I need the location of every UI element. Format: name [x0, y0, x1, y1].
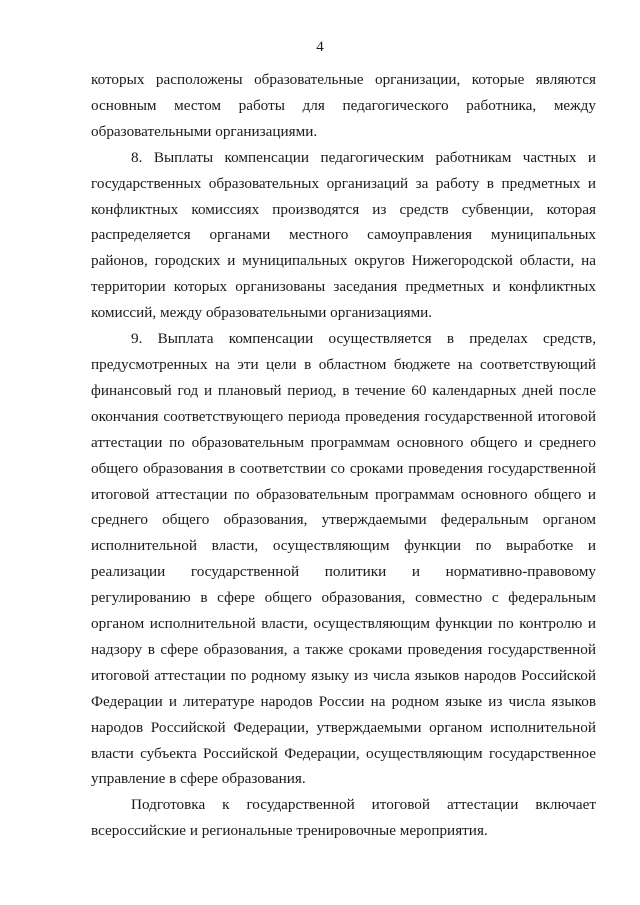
paragraph-preparation: Подготовка к государственной итоговой аттестации включает всероссийские и региональные тренировочные мероприятия. — [91, 796, 596, 840]
paragraph-item-9: 9. Выплата компенсации осуществляется в пределах средств, предусмотренных на эти цели в областном бюджете на соответствующий финансовый год и плановый период, в течение 60 календарных дней после окончания соответствующего периода проведения государственной итоговой аттестации по образовательным программам основного общего и среднего общего образования в соответствии со сроками проведения государственной итоговой аттестации по образовательным программам основного общего и среднего общего образования, утверждаемыми федеральным органом исполнительной власти, осуществляющим функции по выработке и реализации государственной политики и нормативно-правовому регулированию в сфере общего образования, совместно с федеральным органом исполнительной власти, осуществляющим функции по контролю и надзору в сфере образования, а также сроками проведения государственной итоговой аттестации по родному языку из числа языков народов Российской Федерации и литературе народов России на родном языке из числа языков народов Российской Федерации, утверждаемыми органом исполнительной власти субъекта Российской Федерации, осуществляющим государственное управление в сфере образования. — [91, 330, 596, 788]
page-number: 4 — [316, 39, 324, 55]
paragraph-continuation: которых расположены образовательные организации, которые являются основным местом работы для педагогического работника, между образовательными организациями. — [91, 71, 596, 140]
paragraph-item-8: 8. Выплаты компенсации педагогическим работникам частных и государственных образовательных организаций за работу в предметных и конфликтных комиссиях производятся из средств субвенции, которая распределяется органами местного самоуправления муниципальных районов, городских и муниципальных округов Нижегородской области, на территории которых организованы заседания предметных и конфликтных комиссий, между образовательными организациями. — [91, 148, 596, 322]
document-body — [91, 67, 596, 844]
